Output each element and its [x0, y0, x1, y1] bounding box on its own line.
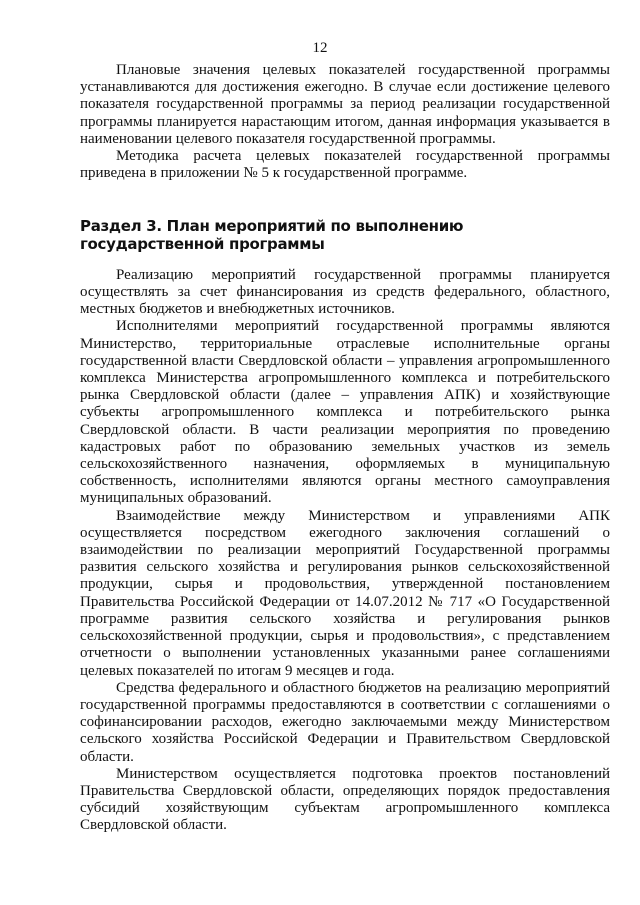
paragraph: Реализацию мероприятий государственной программы планируется осуществлять за счет финансирования из средств федерального, областного, местных бюджетов и внебюджетных источников. [80, 266, 610, 318]
page-number: 12 [312, 40, 328, 56]
page-body [80, 62, 610, 835]
paragraph: Исполнителями мероприятий государственной программы являются Министерство, территориальные отраслевые исполнительные органы государственной власти Свердловской области – управления агропромышленного комплекса Министерства агропромышленного комплекса и потребительского рынка Свердловской области (далее – управления АПК) и хозяйствующие субъекты агропромышленного комплекса и потребительского рынка Свердловской области. В части реализации мероприятия по проведению кадастровых работ по образованию земельных участков из земель сельскохозяйственного назначения, оформляемых в муниципальную собственность, исполнителями являются органы местного самоуправления муниципальных образований. [80, 318, 610, 507]
paragraph: Плановые значения целевых показателей государственной программы устанавливаются для достижения ежегодно. В случае если достижение целевого показателя государственной программы за период реализации государственной программы планируется нарастающим итогом, данная информация указывается в наименовании целевого показателя государственной программы. [80, 62, 610, 147]
paragraph: Методика расчета целевых показателей государственной программы приведена в приложении № 5 к государственной программе. [80, 148, 610, 182]
paragraph: Средства федерального и областного бюджетов на реализацию мероприятий государственной программы предоставляются в соответствии с соглашениями о софинансировании расходов, ежегодно заключаемыми между Министерством сельского хозяйства Российской Федерации и Правительством Свердловской области. [80, 679, 610, 765]
section-body [80, 267, 610, 835]
paragraph: Взаимодействие между Министерством и управлениями АПК осуществляется посредством ежегодного заключения соглашений о взаимодействии по реализации мероприятий Государственной программы развития сельского хозяйства и регулирования рынков сельскохозяйственной продукции, сырья и продовольствия, утвержденной постановлением Правительства Российской Федерации от 14.07.2012 № 717 «О Государственной программе развития сельского хозяйства и регулирования рынков сельскохозяйственной продукции, сырья и продовольствия», с представлением отчетности о выполнении установленных указанными ранее соглашениями целевых показателей по итогам 9 месяцев и года. [80, 507, 610, 679]
section-heading: Раздел 3. План мероприятий по выполнению государственной программы [80, 217, 464, 253]
paragraph: Министерством осуществляется подготовка проектов постановлений Правительства Свердловской области, определяющих порядок предоставления субсидий хозяйствующим субъектам агропромышленного комплекса Свердловской области. [80, 765, 610, 834]
